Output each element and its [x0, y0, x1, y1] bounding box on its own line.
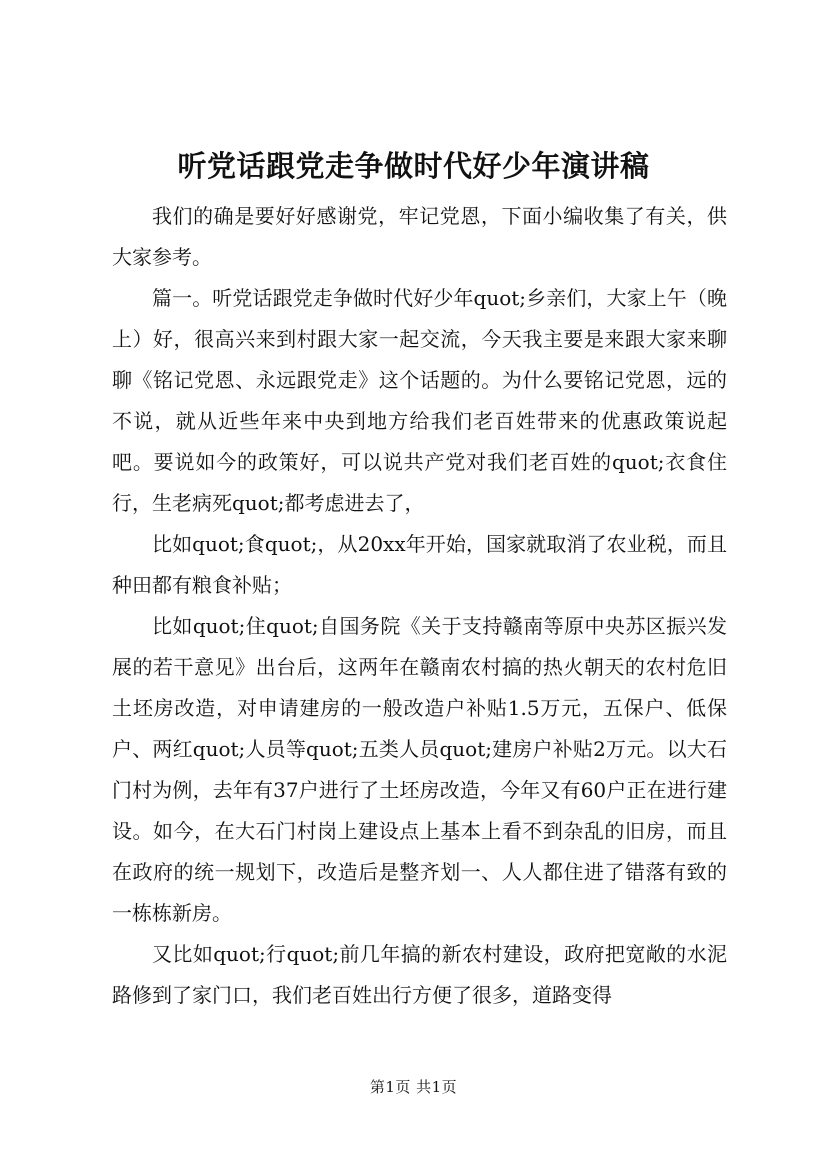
document-title: 听党话跟党走争做时代好少年演讲稿	[177, 149, 650, 183]
paragraph-travel: 又比如quot;行quot;前几年搞的新农村建设，政府把宽敞的水泥路修到了家门口，我们老百姓出行方便了很多，道路变得	[112, 942, 727, 1007]
paragraph-part-one: 篇一。听党话跟党走争做时代好少年quot;乡亲们，大家上午（晚上）好，很高兴来到村跟大家一起交流，今天我主要是来跟大家来聊聊《铭记党恩、永远跟党走》这个话题的。为什么要铭记党恩，远的不说，就从近些年来中央到地方给我们老百姓带来的优惠政策说起吧。要说如今的政策好，可以说共产党对我们老百姓的quot;衣食住行，生老病死quot;都考虑进去了，	[112, 286, 727, 515]
document-body	[112, 196, 727, 1016]
paragraph-food: 比如quot;食quot;，从20xx年开始，国家就取消了农业税，而且种田都有粮食补贴；	[112, 532, 727, 597]
paragraph-housing: 比如quot;住quot;自国务院《关于支持赣南等原中央苏区振兴发展的若干意见》出台后，这两年在赣南农村搞的热火朝天的农村危旧土坯房改造，对申请建房的一般改造户补贴1.5万元，五保户、低保户、两红quot;人员等quot;五类人员quot;建房户补贴2万元。以大石门村为例，去年有37户进行了土坯房改造，今年又有60户正在进行建设。如今，在大石门村岗上建设点上基本上看不到杂乱的旧房，而且在政府的统一规划下，改造后是整齐划一、人人都住进了错落有致的一栋栋新房。	[112, 614, 727, 925]
paragraph-intro: 我们的确是要好好感谢党，牢记党恩，下面小编收集了有关，供大家参考。	[112, 204, 727, 269]
page-footer: 第1页 共1页	[369, 1078, 458, 1096]
